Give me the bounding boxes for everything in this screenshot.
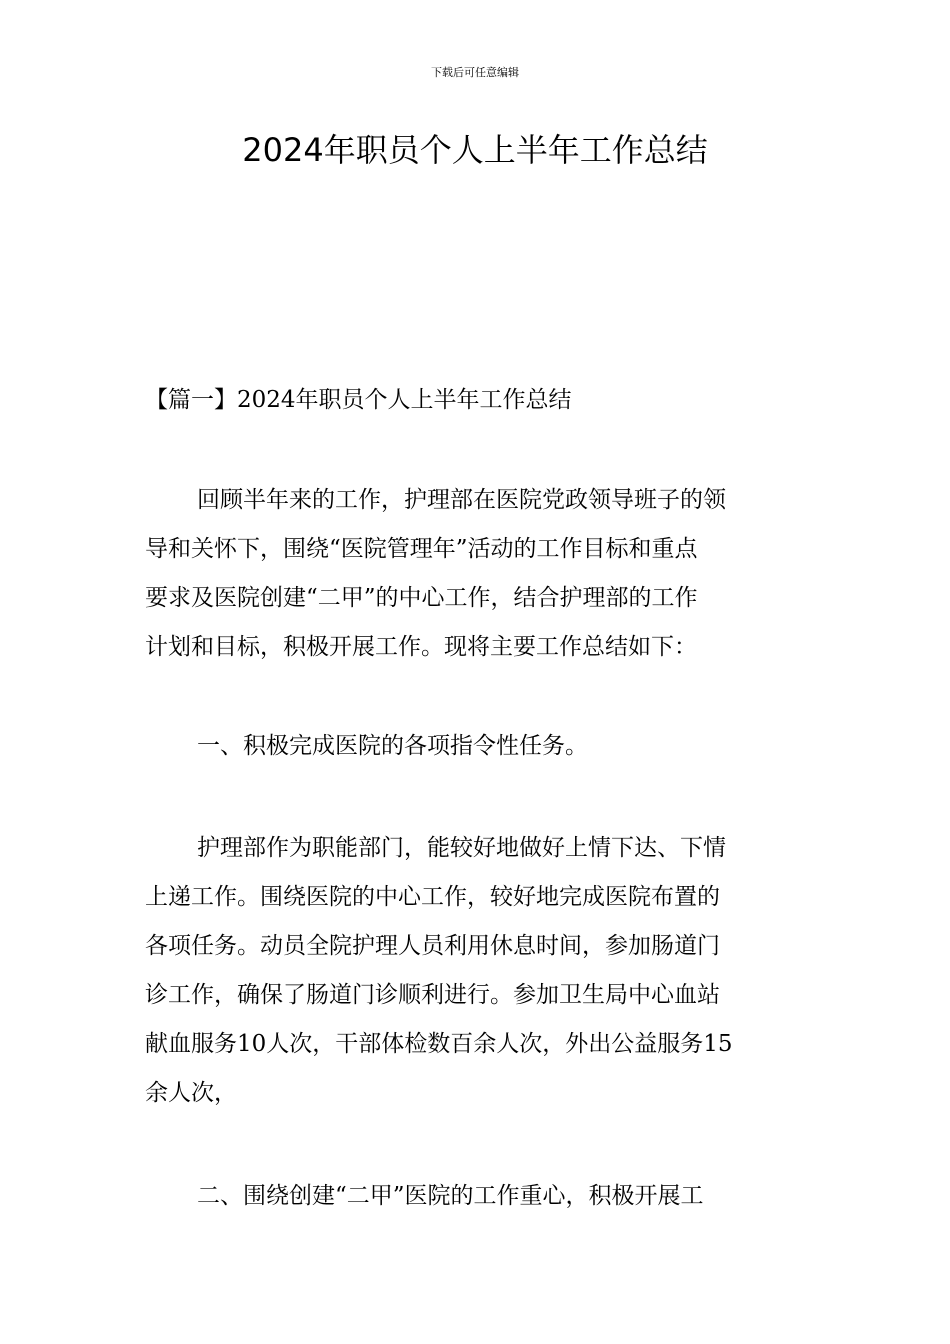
heading-one: 一、积极完成医院的各项指令性任务。 (197, 733, 588, 759)
paragraph-line: 上递工作。围绕医院的中心工作，较好地完成医院布置的 (145, 884, 720, 910)
section-heading: 【篇一】2024年职员个人上半年工作总结 (145, 387, 572, 413)
paragraph-line: 护理部作为职能部门，能较好地做好上情下达、下情 (197, 835, 726, 861)
paragraph-line: 回顾半年来的工作，护理部在医院党政领导班子的领 (197, 487, 726, 513)
paragraph-line: 计划和目标，积极开展工作。现将主要工作总结如下： (145, 634, 697, 660)
header-note: 下载后可任意编辑 (431, 66, 519, 79)
heading-two: 二、围绕创建“二甲”医院的工作重心，积极开展工 (197, 1183, 704, 1209)
paragraph-line: 要求及医院创建“二甲”的中心工作，结合护理部的工作 (145, 585, 698, 611)
paragraph-intro (145, 476, 810, 672)
paragraph-line: 导和关怀下，围绕“医院管理年”活动的工作目标和重点 (145, 536, 698, 562)
paragraph-line: 诊工作，确保了肠道门诊顺利进行。参加卫生局中心血站 (145, 982, 720, 1008)
paragraph-line: 各项任务。动员全院护理人员利用休息时间，参加肠道门 (145, 933, 720, 959)
paragraph-line: 余人次， (145, 1080, 237, 1106)
paragraph-tasks (145, 824, 810, 1118)
document-title: 2024年职员个人上半年工作总结 (242, 131, 708, 169)
paragraph-line: 献血服务10人次，干部体检数百余人次，外出公益服务15 (145, 1031, 733, 1057)
